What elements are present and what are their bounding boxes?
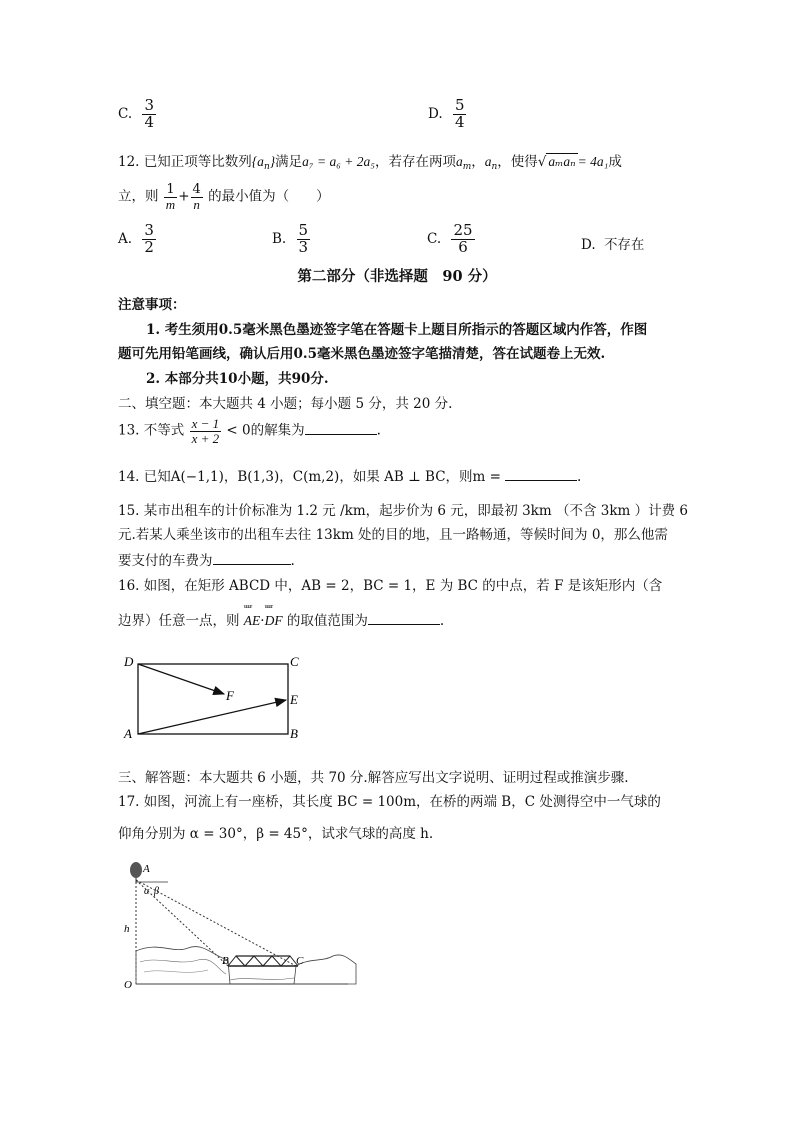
label-o: O <box>124 979 132 991</box>
q12-seq: {a <box>251 154 264 169</box>
q12-option-b <box>272 223 311 256</box>
notice-item2: 2. 本部分共10小题，共90分. <box>146 371 329 387</box>
fraction-num: 3 <box>144 221 154 239</box>
q16-line2b: 的取值范围为 <box>286 613 368 629</box>
fraction-den: n <box>193 196 200 212</box>
question-number: 13. <box>118 422 140 439</box>
q16-line2 <box>118 609 444 629</box>
fraction-den: x + 2 <box>191 430 220 446</box>
q16-line2a: 边界）任意一点，则 <box>118 613 240 629</box>
q12-text-e: 成 <box>608 154 622 170</box>
part2-title: 第二部分（非选择题 90 分） <box>297 268 497 285</box>
fraction-num: 1 <box>166 182 175 197</box>
bridge-diagonals <box>236 956 272 966</box>
vector-df-arrow <box>138 664 224 694</box>
dot-operator: · <box>260 613 265 629</box>
fraction-num: 5 <box>454 96 465 114</box>
q12-an: a <box>484 154 492 169</box>
q12-text-c: ，若存在两项 <box>374 154 456 170</box>
fraction-num: 5 <box>298 221 309 239</box>
q12-am-sub: m <box>462 162 472 172</box>
plus-sign: + <box>178 188 190 205</box>
label-f: F <box>226 688 234 703</box>
vector-ae-arrow <box>138 700 286 734</box>
label-a: A <box>143 863 150 875</box>
left-bank-hatch-2 <box>144 970 208 972</box>
q16-end: . <box>439 613 445 629</box>
bridge-truss <box>228 956 298 966</box>
q12-text-d: ，使得 <box>497 154 538 170</box>
answer-blank[interactable] <box>213 552 291 565</box>
q12-rhs: = 4a₁ <box>577 154 609 169</box>
label-c: C <box>290 654 299 669</box>
option-label: A. <box>118 230 133 247</box>
q11-option-c <box>118 98 157 131</box>
section3-heading: 三、解答题：本大题共 6 小题，共 70 分.解答应写出文字说明、证明过程或推演步骤. <box>118 770 629 786</box>
rectangle-figure <box>118 652 318 744</box>
q12-line2-b: 的最小值为（ ） <box>208 188 330 205</box>
label-b: B <box>290 726 298 741</box>
question-number: 12. <box>118 154 140 170</box>
q16-line1: 16. 如图，在矩形 ABCD 中，AB = 2，BC = 1，E 为 BC 的中点，若 F 是该矩形内（含 <box>118 578 663 594</box>
balloon-bridge-figure <box>118 856 363 1016</box>
fraction-num: 25 <box>453 221 473 239</box>
q14-end: . <box>576 469 582 485</box>
q12-sep: ， <box>471 154 485 170</box>
sight-line-c <box>136 880 296 966</box>
label-a: A <box>124 726 132 741</box>
river-line <box>230 978 294 980</box>
q14 <box>118 465 581 485</box>
q17-line1: 17. 如图，河流上有一座桥，其长度 BC = 100m，在桥的两端 B，C 处测得空中一气球的 <box>118 794 661 810</box>
q12-line2-a: 立，则 <box>118 188 159 205</box>
section2-heading: 二、填空题：本大题共 4 小题；每小题 5 分，共 20 分. <box>118 396 453 412</box>
rectangle-abcd <box>138 664 288 734</box>
balloon-icon <box>130 862 142 878</box>
answer-blank[interactable] <box>505 468 577 481</box>
label-d: D <box>124 654 134 669</box>
q17-line2: 仰角分别为 α = 30°，β = 45°，试求气球的高度 h. <box>118 826 434 842</box>
label-c: C <box>296 955 304 967</box>
question-number: 14. <box>118 469 140 485</box>
q13 <box>118 417 381 445</box>
sight-line-b <box>136 880 228 966</box>
q12-text-b: 满足 <box>275 154 303 170</box>
fraction-num: 4 <box>192 182 201 197</box>
fraction-den: m <box>165 196 176 212</box>
q15-line2: 元.若某人乘坐该市的出租车去往 13km 处的目的地，且一路畅通，等候时间为 0，那么他需 <box>118 527 668 543</box>
notice-item1-line2: 题可先用铅笔画线，确认后用0.5毫米黑色墨迹签字笔描清楚，答在试题卷上无效. <box>118 346 606 362</box>
option-text: 不存在 <box>603 237 645 253</box>
q12-line2 <box>118 183 330 211</box>
option-label: B. <box>272 230 287 247</box>
option-label: D. <box>428 105 443 122</box>
q12-option-d <box>581 233 644 253</box>
q14-text: 已知A(−1,1)，B(1,3)，C(m,2)，如果 AB ⊥ BC，则m = <box>143 469 501 485</box>
q12-seq-end: } <box>269 154 276 169</box>
option-label: C. <box>427 230 442 247</box>
fraction-num: x − 1 <box>191 416 220 431</box>
q12-seq-sub: n <box>263 162 270 172</box>
fraction-den: 4 <box>144 112 154 131</box>
left-bank-hatch <box>140 959 226 974</box>
q12-am: a <box>455 154 463 169</box>
vector-df: uuu r DF <box>265 613 283 629</box>
q15-line3 <box>118 549 295 569</box>
q15-line3-text: 要支付的车费为 <box>118 553 213 569</box>
label-b: B <box>222 955 229 967</box>
q12-option-a <box>118 223 157 256</box>
q12-option-c <box>427 223 476 256</box>
q13-end: . <box>376 422 381 439</box>
label-h: h <box>124 923 130 935</box>
q12-sqrt: aₘaₙ <box>548 154 576 169</box>
answer-blank[interactable] <box>368 612 440 625</box>
q15-line1: 15. 某市出租车的计价标准为 1.2 元 /km，起步价为 6 元，即最初 3km （不含 3km ）计费 6 <box>118 503 688 519</box>
q15-end: . <box>290 553 295 569</box>
q11-option-d <box>428 98 467 131</box>
fraction-num: 3 <box>144 96 154 114</box>
label-e: E <box>290 692 298 707</box>
fraction-den: 3 <box>298 237 309 256</box>
fraction-den: 6 <box>458 237 468 256</box>
q12-text-a: 已知正项等比数列 <box>143 154 252 170</box>
q12-condition: a₇ = a₆ + 2a₅ <box>302 154 375 169</box>
vector-ae: uuu r AE <box>244 613 261 629</box>
notice-title: 注意事项： <box>118 297 186 313</box>
fraction-den: 2 <box>144 237 154 256</box>
label-alpha: α <box>144 886 150 897</box>
q13-text-b: < 0的解集为 <box>226 422 305 439</box>
q12-an-sub: n <box>491 162 498 172</box>
option-label: D. <box>581 237 596 253</box>
q12-line1: 12. 已知正项等比数列$\{a_n\}$满足a₇ = a₆ + 2a₅，若存在两项$a_m$，$a_n$，使得√ aₘaₙ = 4a₁成 <box>118 154 622 172</box>
option-label: C. <box>118 105 133 122</box>
label-beta: β <box>154 886 159 897</box>
answer-blank[interactable] <box>305 422 377 435</box>
fraction-den: 4 <box>454 112 465 131</box>
notice-item1-line1: 1. 考生须用0.5毫米黑色墨迹签字笔在答题卡上题目所指示的答题区域内作答，作图 <box>146 322 648 338</box>
q13-text-a: 不等式 <box>143 422 185 439</box>
